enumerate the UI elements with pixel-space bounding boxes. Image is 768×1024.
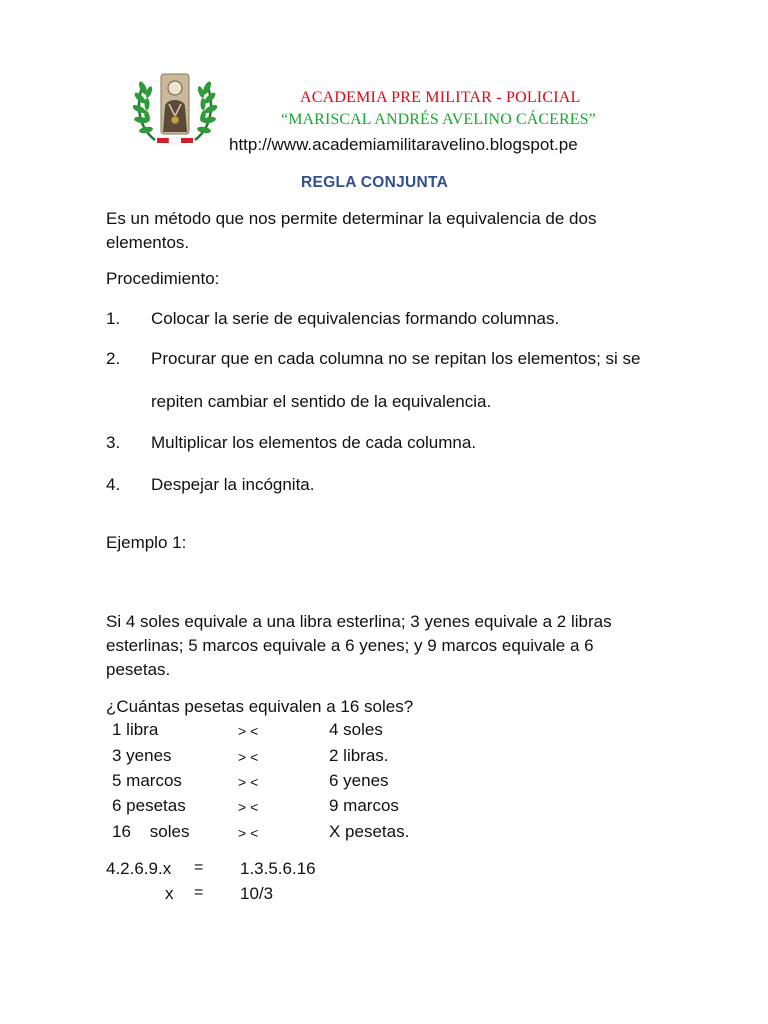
document-title: REGLA CONJUNTA — [301, 174, 449, 191]
question: ¿Cuántas pesetas equivalen a 16 soles? — [106, 697, 414, 716]
solution-equals: = — [194, 859, 204, 876]
solution-rhs: 1.3.5.6.16 — [240, 859, 316, 878]
academy-name: “MARISCAL ANDRÉS AVELINO CÁCERES” — [281, 111, 596, 128]
solution-lhs: x — [165, 884, 174, 903]
step-number: 1. — [106, 309, 121, 328]
academy-url[interactable]: http://www.academiamilitaravelino.blogspot.pe — [229, 135, 578, 154]
step-text-continuation: repiten cambiar el sentido de la equivalencia. — [151, 392, 492, 411]
step-number: 2. — [106, 349, 121, 368]
equivalence-left: 6 pesetas — [112, 796, 186, 815]
solution-equals: = — [194, 884, 204, 901]
academy-logo — [133, 70, 217, 150]
step-text: Procurar que en cada columna no se repitan los elementos; si se — [151, 349, 641, 368]
equivalence-left: 3 yenes — [112, 746, 172, 765]
academy-title: ACADEMIA PRE MILITAR - POLICIAL — [300, 89, 581, 106]
problem-line-3: pesetas. — [106, 660, 171, 679]
equivalence-left: 1 libra — [112, 720, 159, 739]
procedure-label: Procedimiento: — [106, 269, 220, 288]
solution-rhs: 10/3 — [240, 884, 274, 903]
step-number: 4. — [106, 475, 121, 494]
step-text: Multiplicar los elementos de cada columna. — [151, 433, 477, 452]
equivalence-left: 5 marcos — [112, 771, 182, 790]
example-label: Ejemplo 1: — [106, 533, 187, 552]
equivalence-sign: > < — [238, 774, 259, 790]
equivalence-sign: > < — [238, 749, 259, 765]
equivalence-right: 2 libras. — [329, 746, 389, 765]
equivalence-sign: > < — [238, 799, 259, 815]
equivalence-right: 4 soles — [329, 720, 383, 739]
problem-line-1: Si 4 soles equivale a una libra esterlina; 3 yenes equivale a 2 libras — [106, 612, 612, 631]
step-text: Despejar la incógnita. — [151, 475, 315, 494]
step-number: 3. — [106, 433, 121, 452]
solution-lhs: 4.2.6.9.x — [106, 859, 172, 878]
equivalence-left: 16 soles — [112, 822, 190, 841]
equivalence-right: 6 yenes — [329, 771, 389, 790]
intro-paragraph-line-1: Es un método que nos permite determinar la equivalencia de dos — [106, 209, 597, 228]
step-text: Colocar la serie de equivalencias formando columnas. — [151, 309, 560, 328]
equivalence-right: X pesetas. — [329, 822, 410, 841]
laurel-portrait-crest-icon — [133, 70, 217, 150]
equivalence-sign: > < — [238, 723, 259, 739]
problem-line-2: esterlinas; 5 marcos equivale a 6 yenes; y 9 marcos equivale a 6 — [106, 636, 594, 655]
equivalence-sign: > < — [238, 825, 259, 841]
intro-paragraph-line-2: elementos. — [106, 233, 190, 252]
equivalence-right: 9 marcos — [329, 796, 399, 815]
